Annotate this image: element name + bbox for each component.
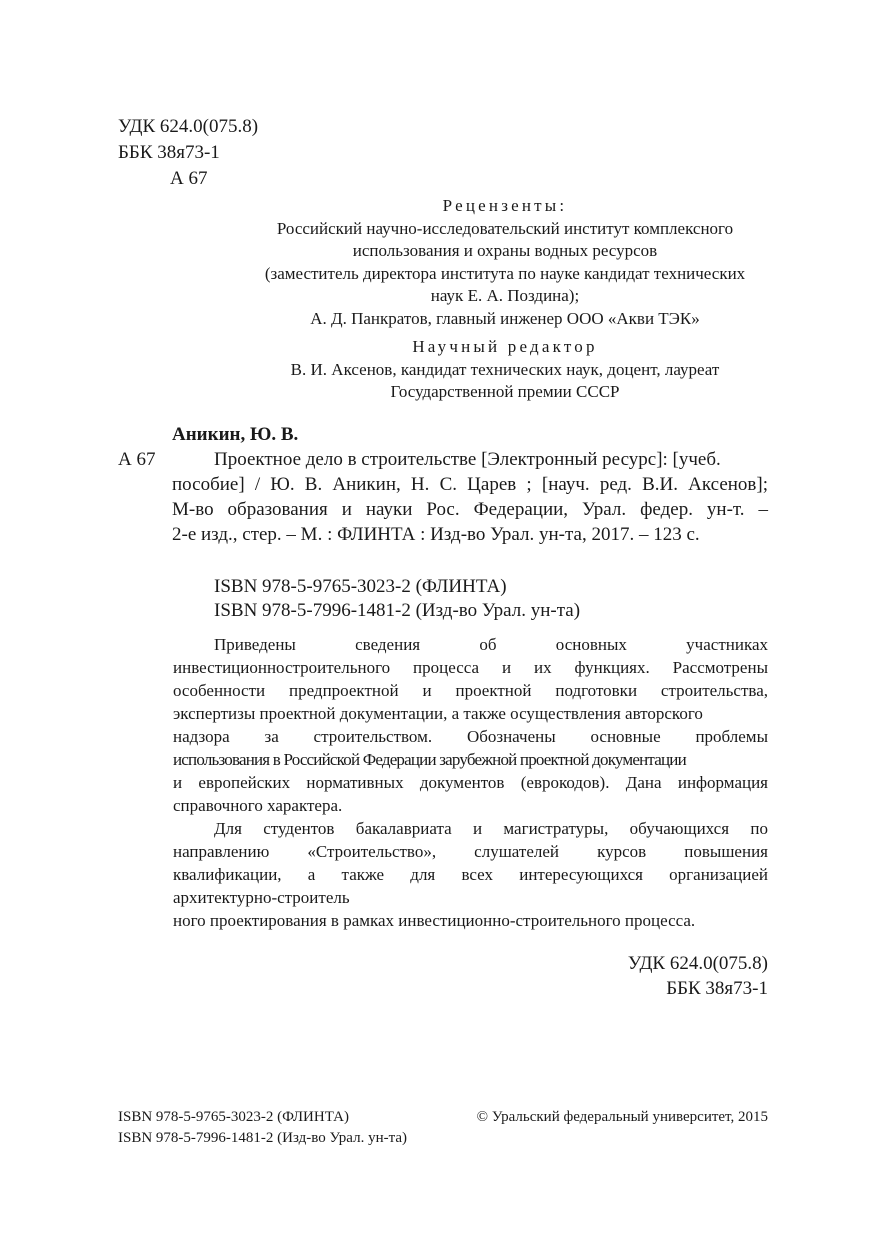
reviewer-line: Российский научно-исследовательский институт комплексного — [276, 218, 734, 238]
annotation-line: особенности предпроектной и проектной подготовки строительства, — [173, 681, 768, 700]
annotation-line: Для студентов бакалавриата и магистратуры, обучающихся по — [214, 819, 768, 838]
footer-isbn-flinta: ISBN 978-5-9765-3023-2 (ФЛИНТА) — [118, 1109, 349, 1125]
annotation-line: надзора за строительством. Обозначены основные проблемы — [173, 727, 768, 746]
scientific-editor-line: Государственной премии СССР — [390, 382, 620, 401]
reviewer-line: наук Е. А. Поздина); — [430, 286, 580, 305]
udk-code-top: УДК 624.0(075.8) — [118, 116, 259, 137]
annotation-line: ного проектирования в рамках инвестиционно-строительного процесса. — [173, 911, 696, 930]
entry-line: пособие] / Ю. В. Аникин, Н. С. Царев ; [науч. ред. В.И. Аксенов]; — [172, 474, 768, 495]
annotation-line: квалификации, а также для всех интересующихся организацией — [173, 865, 768, 884]
entry-sign: А 67 — [118, 449, 156, 470]
udk-code-bottom: УДК 624.0(075.8) — [627, 953, 768, 974]
entry-title-line: Проектное дело в строительстве [Электронный ресурс]: [учеб. — [214, 449, 721, 470]
annotation-line: и европейских нормативных документов (еврокодов). Дана информация — [173, 773, 768, 792]
reviewer-line: использования и охраны водных ресурсов — [352, 241, 658, 260]
isbn-flinta: ISBN 978-5-9765-3023-2 (ФЛИНТА) — [214, 576, 507, 597]
footer-isbn-ural: ISBN 978-5-7996-1481-2 (Изд-во Урал. ун-та) — [118, 1130, 407, 1146]
annotation-line: Приведены сведения об основных участниках — [214, 635, 768, 654]
annotation-line: направлению «Строительство», слушателей курсов повышения — [173, 842, 768, 861]
isbn-ural: ISBN 978-5-7996-1481-2 (Изд-во Урал. ун-та) — [214, 600, 581, 621]
reviewers-block — [200, 195, 810, 330]
reviewers-heading: Рецензенты: — [442, 196, 568, 215]
annotation-line: использования в Российской Федерации зарубежной проектной документации — [173, 750, 686, 769]
footer-copyright: © Уральский федеральный университет, 2015 — [476, 1109, 768, 1125]
scientific-editor-line: В. И. Аксенов, кандидат технических наук, доцент, лауреат — [290, 359, 720, 379]
annotation-line: справочного характера. — [173, 796, 343, 815]
annotation-line: архитектурно-строитель — [173, 888, 350, 907]
reviewer-line: (заместитель директора института по науке кандидат технических — [264, 263, 746, 283]
annotation-line: экспертизы проектной документации, а также осуществления авторского — [173, 704, 703, 723]
reviewer-line: А. Д. Панкратов, главный инженер ООО «Акви ТЭК» — [310, 308, 700, 328]
author-sign-top: А 67 — [170, 168, 208, 189]
entry-line: М-во образования и науки Рос. Федерации, Урал. федер. ун-т. – — [172, 499, 768, 520]
annotation-line: инвестиционностроительного процесса и их функциях. Рассмотрены — [173, 658, 768, 677]
scientific-editor-block — [200, 336, 810, 404]
entry-line: 2-е изд., стер. – М. : ФЛИНТА : Изд-во Урал. ун-та, 2017. – 123 с. — [172, 524, 700, 545]
scientific-editor-heading: Научный редактор — [412, 337, 598, 356]
bbk-code-bottom: ББК 38я73-1 — [666, 978, 768, 999]
entry-author: Аникин, Ю. В. — [172, 424, 299, 445]
bbk-code-top: ББК 38я73-1 — [118, 142, 220, 163]
